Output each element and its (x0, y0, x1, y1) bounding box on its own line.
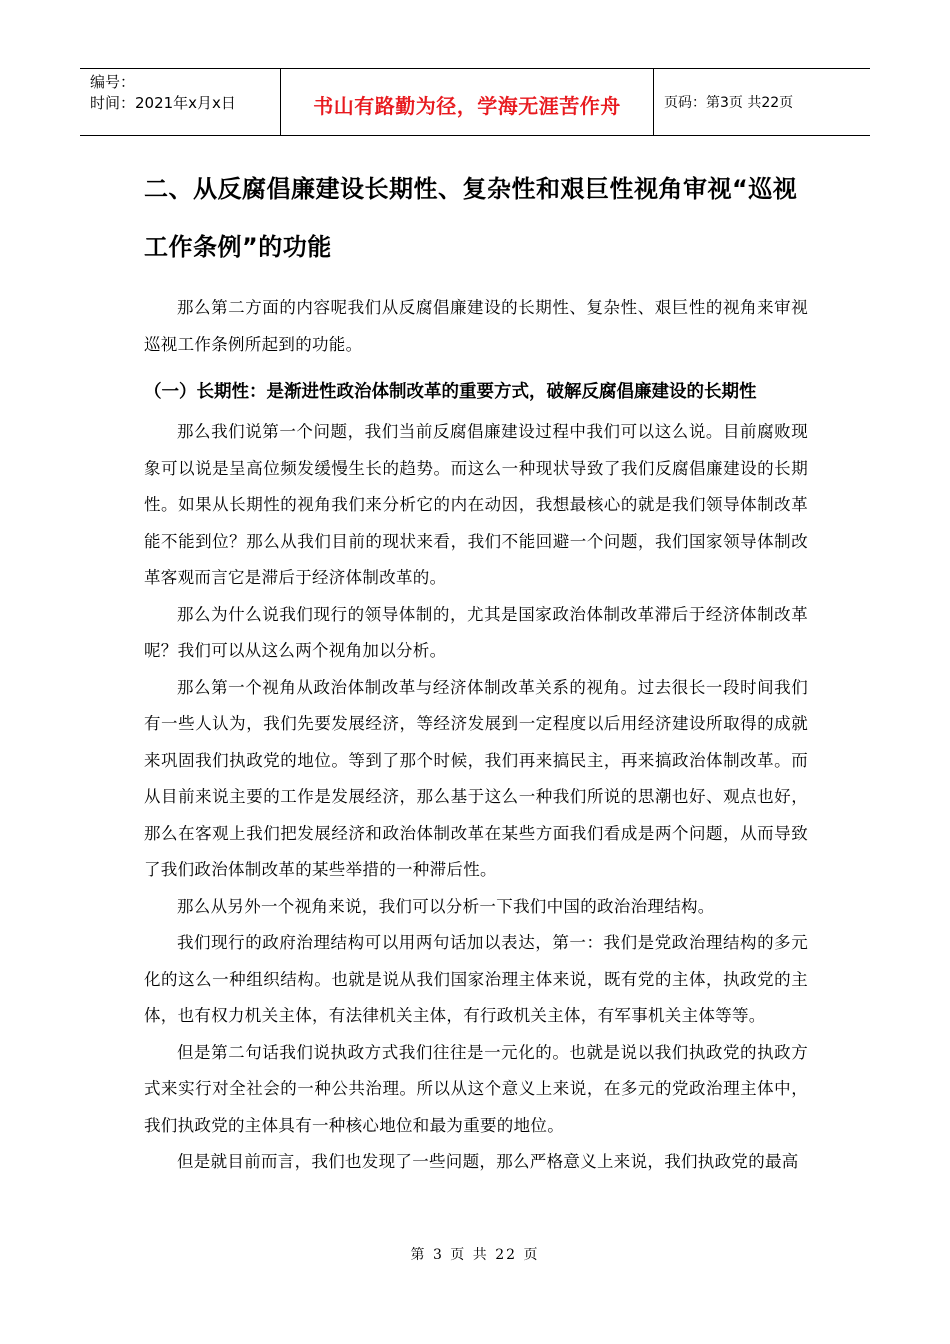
header-page-cell (654, 69, 870, 135)
paragraph: 那么为什么说我们现行的领导体制的，尤其是国家政治体制改革滞后于经济体制改革呢？我们可以从这么两个视角加以分析。 (144, 604, 808, 660)
intro-paragraph: 那么第二方面的内容呢我们从反腐倡廉建设的长期性、复杂性、艰巨性的视角来审视巡视工作条例所起到的功能。 (144, 298, 808, 354)
paragraph: 我们现行的政府治理结构可以用两句话加以表达，第一：我们是党政治理结构的多元化的这么一种组织结构。也就是说从我们国家治理主体来说，既有党的主体，执政党的主体，也有权力机关主体，有法律机关主体，有行政机关主体，有军事机关主体等等。 (144, 933, 808, 1025)
paragraph: 那么从另外一个视角来说，我们可以分析一下我们中国的政治治理结构。 (177, 896, 715, 916)
page-footer: 第 3 页 共 22 页 (410, 1247, 540, 1263)
date-line: 时间：2021年x月x日 (90, 94, 236, 112)
header-meta (80, 69, 281, 135)
paragraph: 那么第一个视角从政治体制改革与经济体制改革关系的视角。过去很长一段时间我们有一些人认为，我们先要发展经济，等经济发展到一定程度以后用经济建设所取得的成就来巩固我们执政党的地位。等到了那个时候，我们再来搞民主，再来搞政治体制改革。而从目前来说主要的工作是发展经济，那么基于这么一种我们所说的思潮也好、观点也好，那么在客观上我们把发展经济和政治体制改革在某些方面我们看成是两个问题，从而导致了我们政治体制改革的某些举措的一种滞后性。 (144, 677, 808, 879)
paragraph: 但是第二句话我们说执政方式我们往往是一元化的。也就是说以我们执政党的执政方式来实行对全社会的一种公共治理。所以从这个意义上来说，在多元的党政治理主体中，我们执政党的主体具有一种核心地位和最为重要的地位。 (144, 1042, 808, 1135)
motto: 书山有路勤为径，学海无涯苦作舟 (313, 93, 621, 118)
section-heading-line-1: 二、从反腐倡廉建设长期性、复杂性和艰巨性视角审视“巡视 (144, 175, 798, 203)
paragraph: 那么我们说第一个问题，我们当前反腐倡廉建设过程中我们可以这么说。目前腐败现象可以说是呈高位频发缓慢生长的趋势。而这么一种现状导致了我们反腐倡廉建设的长期性。如果从长期性的视角我们来分析它的内在动因，我想最核心的就是我们领导体制改革能不能到位？那么从我们目前的现状来看，我们不能回避一个问题，我们国家领导体制改革客观而言它是滞后于经济体制改革的。 (144, 422, 808, 587)
page-info: 页码：第3页 共22页 (664, 95, 794, 111)
header-motto-cell (281, 69, 654, 135)
subsection-heading: （一）长期性：是渐进性政治体制改革的重要方式，破解反腐倡廉建设的长期性 (144, 382, 757, 402)
paragraph: 但是就目前而言，我们也发现了一些问题，那么严格意义上来说，我们执政党的最高 (177, 1152, 799, 1171)
document-body (144, 160, 808, 1181)
document-header (80, 68, 870, 136)
serial-number-label: 编号： (90, 73, 136, 91)
section-heading-line-2: 工作条例”的功能 (144, 233, 332, 261)
